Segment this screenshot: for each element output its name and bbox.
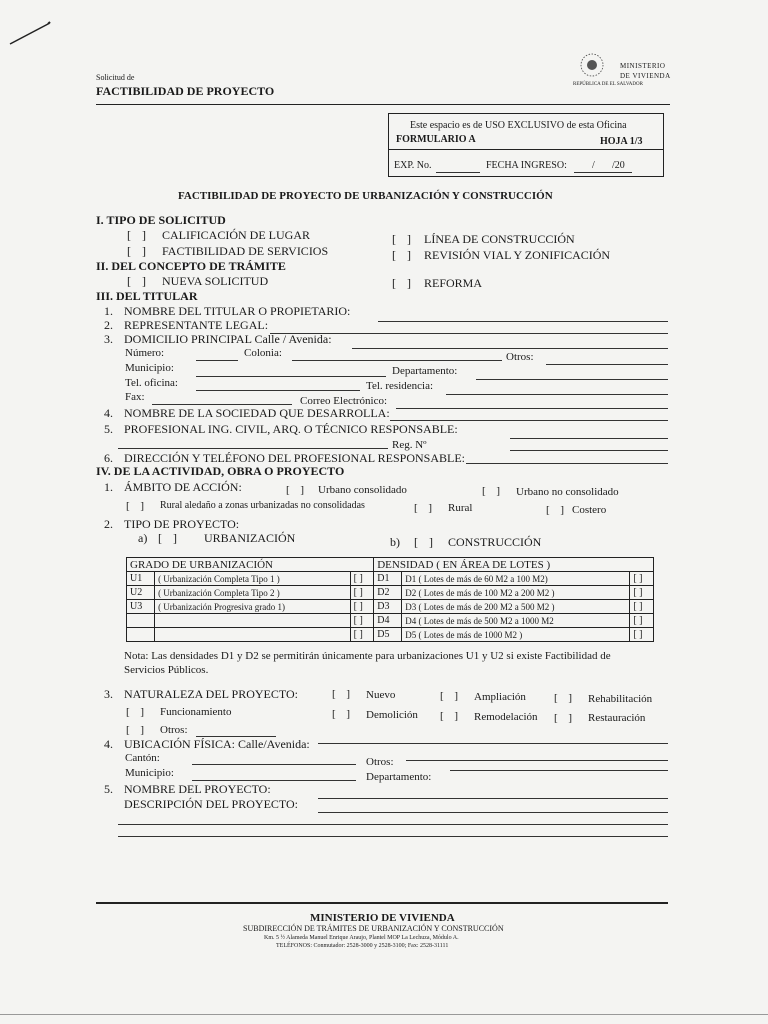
checkbox-otros[interactable]: [ ]: [126, 724, 149, 736]
grado-desc: ( Urbanización Completa Tipo 1 ): [155, 572, 351, 586]
opt-revision: REVISIÓN VIAL Y ZONIFICACIÓN: [424, 248, 611, 262]
opt-factibilidad: FACTIBILIDAD DE SERVICIOS: [162, 244, 329, 258]
seal-icon: [576, 51, 608, 79]
q-direccion: DIRECCIÓN Y TELÉFONO DEL PROFESIONAL RESPONSABLE:: [124, 451, 466, 465]
opt-urbanizacion: URBANIZACIÓN: [204, 531, 296, 545]
grado-header: GRADO DE URBANIZACIÓN: [127, 558, 374, 572]
fax-field[interactable]: [152, 404, 292, 405]
opt-calificacion: CALIFICACIÓN DE LUGAR: [162, 228, 310, 242]
section-4-heading: IV. DE LA ACTIVIDAD, OBRA O PROYECTO: [96, 464, 345, 478]
solicitud-label: Solicitud de: [96, 73, 135, 82]
urbanization-density-table: [126, 557, 654, 642]
option-letter-a: a): [138, 531, 148, 545]
item-number: 6.: [104, 451, 113, 465]
checkbox-urbano-consolidado[interactable]: [ ]: [286, 484, 309, 496]
opt-construccion: CONSTRUCCIÓN: [448, 535, 542, 549]
grado-code: U1: [127, 572, 155, 586]
main-title: FACTIBILIDAD DE PROYECTO DE URBANIZACIÓN Y CONSTRUCCIÓN: [178, 190, 553, 202]
checkbox-rural-aledano[interactable]: [ ]: [126, 500, 149, 512]
grado-checkbox[interactable]: [ ]: [350, 628, 374, 642]
densidad-desc: D5 ( Lotes de más de 1000 M2 ): [402, 628, 630, 642]
densidad-checkbox[interactable]: [ ]: [630, 586, 654, 600]
profesional-field-2[interactable]: [118, 448, 388, 449]
grado-checkbox[interactable]: [ ]: [350, 614, 374, 628]
q-profesional: PROFESIONAL ING. CIVIL, ARQ. O TÉCNICO RESPONSABLE:: [124, 422, 458, 436]
checkbox-rural[interactable]: [ ]: [414, 502, 437, 514]
densidad-checkbox[interactable]: [ ]: [630, 614, 654, 628]
otros-field[interactable]: [546, 364, 668, 365]
checkbox-construccion[interactable]: [ ]: [414, 535, 437, 549]
nota-line2: Servicios Públicos.: [124, 664, 209, 676]
exp-field[interactable]: [436, 172, 480, 173]
densidad-code: D3: [374, 600, 402, 614]
opt-linea: LÍNEA DE CONSTRUCCIÓN: [424, 232, 575, 246]
footer-ministry: MINISTERIO DE VIVIENDA: [310, 912, 455, 924]
municipio-label: Municipio:: [125, 362, 174, 374]
densidad-desc: D2 ( Lotes de más de 100 M2 a 200 M2 ): [402, 586, 630, 600]
checkbox-ampliacion[interactable]: [ ]: [440, 690, 463, 702]
densidad-code: D5: [374, 628, 402, 642]
table-row: [127, 614, 654, 628]
opt-costero: Costero: [572, 504, 607, 516]
checkbox-reforma[interactable]: [ ]: [392, 276, 415, 290]
grado-desc: ( Urbanización Progresiva grado 1): [155, 600, 351, 614]
footer-address: Km. 5 ½ Alameda Manuel Enrique Araujo, Plantel MOP La Lechuza, Módulo A.: [264, 935, 459, 941]
municipio-field[interactable]: [196, 376, 386, 377]
opt-urbano-consolidado: Urbano consolidado: [318, 484, 407, 496]
departamento-field[interactable]: [476, 379, 668, 380]
grado-checkbox[interactable]: [ ]: [350, 572, 374, 586]
q-nombre-proyecto: NOMBRE DEL PROYECTO:: [124, 782, 271, 796]
checkbox-linea[interactable]: [ ]: [392, 232, 415, 246]
grado-desc: [155, 628, 351, 642]
fecha-field[interactable]: [574, 172, 632, 173]
opt-demolicion: Demolición: [366, 709, 418, 721]
densidad-code: D2: [374, 586, 402, 600]
exp-label: EXP. No.: [394, 160, 432, 171]
densidad-code: D4: [374, 614, 402, 628]
item-number: 4.: [104, 737, 113, 751]
tel-residencia-label: Tel. residencia:: [366, 380, 434, 392]
date-year: /20: [612, 160, 625, 171]
descripcion-field-3[interactable]: [118, 836, 668, 837]
opt-urbano-no-consolidado: Urbano no consolidado: [516, 486, 619, 498]
tel-residencia-field[interactable]: [446, 394, 668, 395]
domicilio-field[interactable]: [352, 348, 668, 349]
office-box-divider: [389, 149, 663, 150]
otros-label: Otros:: [506, 351, 534, 363]
opt-funcionamiento: Funcionamiento: [160, 706, 232, 718]
sociedad-field[interactable]: [390, 420, 668, 421]
item-number: 5.: [104, 782, 113, 796]
table-row: [127, 586, 654, 600]
checkbox-remodelacion[interactable]: [ ]: [440, 710, 463, 722]
header-rule: [96, 104, 670, 105]
reg-label: Reg. Nº: [392, 439, 427, 451]
q-descripcion: DESCRIPCIÓN DEL PROYECTO:: [124, 797, 299, 811]
direccion-field[interactable]: [466, 463, 668, 464]
form-label: FORMULARIO A: [396, 134, 476, 145]
nota-line1: Nota: Las densidades D1 y D2 se permitirán únicamente para urbanizaciones U1 y U2 si existe Factibilidad de: [124, 650, 611, 662]
profesional-field[interactable]: [510, 438, 668, 439]
opt-remodelacion: Remodelación: [474, 711, 538, 723]
office-exclusive-text: Este espacio es de USO EXCLUSIVO de esta Oficina: [410, 120, 627, 131]
opt-reforma: REFORMA: [424, 276, 483, 290]
item-number: 2.: [104, 517, 113, 531]
tel-oficina-label: Tel. oficina:: [125, 377, 178, 389]
ministry-logo-line2: DE VIVIENDA: [620, 72, 671, 80]
q-sociedad: NOMBRE DE LA SOCIEDAD QUE DESARROLLA:: [124, 406, 390, 420]
ubicacion-field[interactable]: [318, 743, 668, 744]
densidad-code: D1: [374, 572, 402, 586]
section-3-heading: III. DEL TITULAR: [96, 289, 198, 303]
opt-ampliacion: Ampliación: [474, 691, 526, 703]
q-representante: REPRESENTANTE LEGAL:: [124, 318, 269, 332]
grado-checkbox[interactable]: [ ]: [350, 600, 374, 614]
ministry-logo-line1: MINISTERIO: [620, 62, 666, 70]
section-2-heading: II. DEL CONCEPTO DE TRÁMITE: [96, 259, 286, 273]
q-titular: NOMBRE DEL TITULAR O PROPIETARIO:: [124, 304, 351, 318]
seal-caption: REPÚBLICA DE EL SALVADOR: [573, 82, 643, 87]
q-ubicacion: UBICACIÓN FÍSICA: Calle/Avenida:: [124, 737, 310, 751]
departamento-label: Departamento:: [392, 365, 458, 377]
densidad-header: DENSIDAD ( EN ÁREA DE LOTES ): [374, 558, 654, 572]
canton-label: Cantón:: [125, 752, 160, 764]
item-number: 2.: [104, 318, 113, 332]
table-row: [127, 600, 654, 614]
grado-checkbox[interactable]: [ ]: [350, 586, 374, 600]
section-1-heading: I. TIPO DE SOLICITUD: [96, 213, 226, 227]
canton-field[interactable]: [192, 764, 356, 765]
date-separator: /: [592, 160, 595, 171]
q-naturaleza: NATURALEZA DEL PROYECTO:: [124, 687, 298, 701]
table-row: [127, 628, 654, 642]
tel-oficina-field[interactable]: [196, 390, 360, 391]
page-bottom-edge: [0, 1014, 768, 1015]
reg-field[interactable]: [510, 450, 668, 451]
checkbox-calificacion[interactable]: [ ]: [127, 228, 150, 242]
header-title: FACTIBILIDAD DE PROYECTO: [96, 84, 275, 98]
checkbox-funcionamiento[interactable]: [ ]: [126, 706, 149, 718]
opt-rehabilitacion: Rehabilitación: [588, 693, 653, 705]
checkbox-nuevo[interactable]: [ ]: [332, 688, 355, 700]
departamento-ubic-label: Departamento:: [366, 771, 432, 783]
option-letter-b: b): [390, 535, 400, 549]
q-ambito: ÁMBITO DE ACCIÓN:: [124, 480, 242, 494]
item-number: 5.: [104, 422, 113, 436]
numero-field[interactable]: [196, 360, 238, 361]
otros-ubic-label: Otros:: [366, 756, 394, 768]
q-domicilio: DOMICILIO PRINCIPAL Calle / Avenida:: [124, 332, 332, 346]
footer-subdireccion: SUBDIRECCIÓN DE TRÁMITES DE URBANIZACIÓN Y CONSTRUCCIÓN: [243, 924, 504, 933]
item-number: 4.: [104, 406, 113, 420]
item-number: 3.: [104, 332, 113, 346]
table-row: [127, 572, 654, 586]
densidad-checkbox[interactable]: [ ]: [630, 628, 654, 642]
numero-label: Número:: [125, 347, 165, 359]
grado-code: [127, 614, 155, 628]
descripcion-field-2[interactable]: [118, 824, 668, 825]
municipio-ubic-field[interactable]: [192, 780, 356, 781]
opt-restauracion: Restauración: [588, 712, 646, 724]
densidad-checkbox[interactable]: [ ]: [630, 572, 654, 586]
item-number: 1.: [104, 480, 113, 494]
item-number: 3.: [104, 687, 113, 701]
otros-ubic-field[interactable]: [406, 760, 668, 761]
checkbox-urbanizacion[interactable]: [ ]: [158, 531, 181, 545]
correo-label: Correo Electrónico:: [300, 395, 388, 407]
opt-nueva: NUEVA SOLICITUD: [162, 274, 269, 288]
densidad-desc: D3 ( Lotes de más de 200 M2 a 500 M2 ): [402, 600, 630, 614]
opt-rural-aledano: Rural aledaño a zonas urbanizadas no consolidadas: [160, 500, 365, 511]
checkbox-factibilidad[interactable]: [ ]: [127, 244, 150, 258]
checkbox-costero[interactable]: [ ]: [546, 504, 569, 516]
footer-phones: TELÉFONOS: Conmutador: 2528-3000 y 2528-3100; Fax: 2528-31111: [276, 943, 449, 949]
fecha-label: FECHA INGRESO:: [486, 160, 567, 171]
footer-rule: [96, 902, 668, 904]
grado-desc: ( Urbanización Completa Tipo 2 ): [155, 586, 351, 600]
grado-code: [127, 628, 155, 642]
fax-label: Fax:: [125, 391, 145, 403]
titular-field[interactable]: [378, 321, 668, 322]
checkbox-nueva[interactable]: [ ]: [127, 274, 150, 288]
departamento-ubic-field[interactable]: [450, 770, 668, 771]
densidad-desc: D4 ( Lotes de más de 500 M2 a 1000 M2: [402, 614, 630, 628]
checkbox-urbano-no-consolidado[interactable]: [ ]: [482, 485, 505, 497]
correo-field[interactable]: [396, 408, 668, 409]
municipio-ubic-label: Municipio:: [125, 767, 174, 779]
pen-mark: [4, 18, 54, 50]
checkbox-rehabilitacion[interactable]: [ ]: [554, 692, 577, 704]
opt-nuevo: Nuevo: [366, 689, 396, 701]
nombre-proyecto-field[interactable]: [318, 798, 668, 799]
grado-code: U2: [127, 586, 155, 600]
descripcion-field-1[interactable]: [318, 812, 668, 813]
checkbox-restauracion[interactable]: [ ]: [554, 712, 577, 724]
densidad-desc: D1 ( Lotes de más de 60 M2 a 100 M2): [402, 572, 630, 586]
grado-code: U3: [127, 600, 155, 614]
checkbox-demolicion[interactable]: [ ]: [332, 708, 355, 720]
opt-rural: Rural: [448, 502, 473, 514]
sheet-label: HOJA 1/3: [600, 136, 643, 147]
otros-natur-label: Otros:: [160, 724, 188, 736]
item-number: 1.: [104, 304, 113, 318]
densidad-checkbox[interactable]: [ ]: [630, 600, 654, 614]
colonia-label: Colonia:: [244, 347, 282, 359]
colonia-field[interactable]: [292, 360, 502, 361]
q-tipo-proyecto: TIPO DE PROYECTO:: [124, 517, 240, 531]
grado-desc: [155, 614, 351, 628]
checkbox-revision[interactable]: [ ]: [392, 248, 415, 262]
